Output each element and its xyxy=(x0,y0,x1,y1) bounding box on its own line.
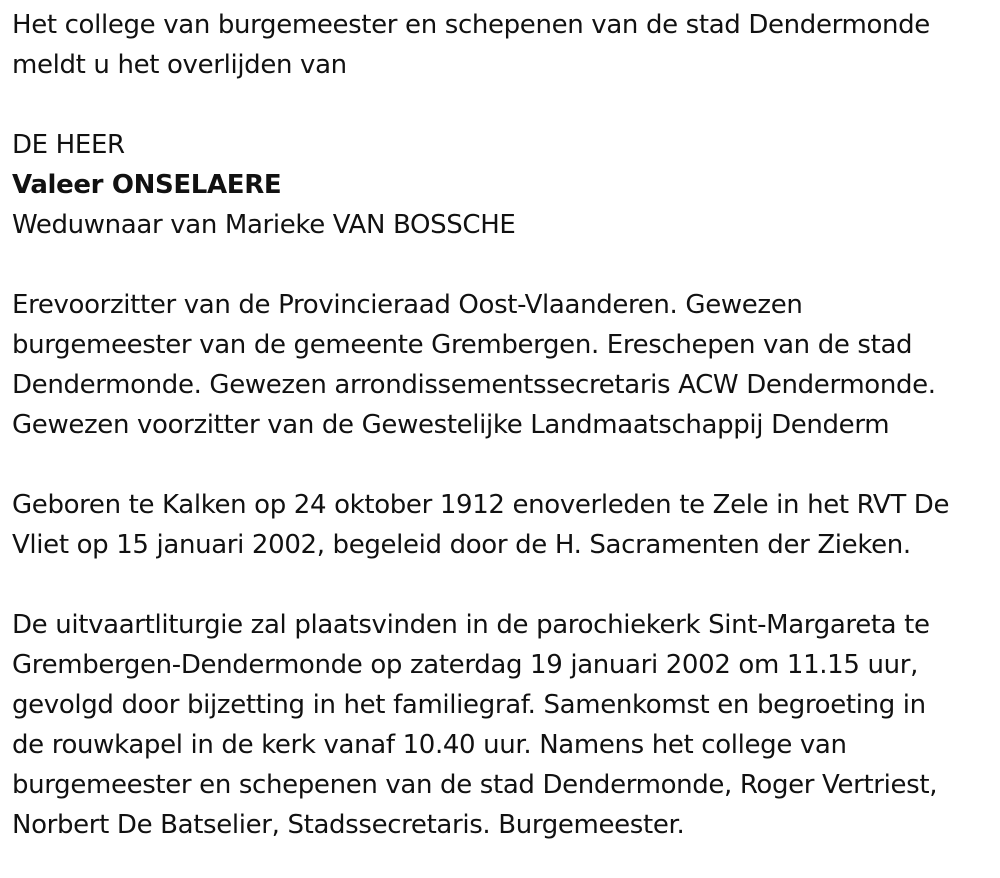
funeral-line: Grembergen-Dendermonde op zaterdag 19 januari 2002 om 11.15 uur, xyxy=(12,650,918,680)
paragraph-spacer xyxy=(12,445,1000,485)
funeral-line: Norbert De Batselier, Stadssecretaris. Burgemeester. xyxy=(12,810,685,840)
intro-paragraph xyxy=(12,5,1000,85)
paragraph-spacer xyxy=(12,245,1000,285)
functions-line: burgemeester van de gemeente Grembergen. Ereschepen van de stad xyxy=(12,330,913,360)
birth-death-line: Vliet op 15 januari 2002, begeleid door de H. Sacramenten der Zieken. xyxy=(12,530,911,560)
deceased-block xyxy=(12,125,1000,245)
funeral-paragraph xyxy=(12,605,1000,845)
paragraph-spacer xyxy=(12,565,1000,605)
functions-line: Gewezen voorzitter van de Gewestelijke Landmaatschappij Denderm xyxy=(12,410,890,440)
functions-line: Dendermonde. Gewezen arrondissementssecretaris ACW Dendermonde. xyxy=(12,370,936,400)
funeral-line: de rouwkapel in de kerk vanaf 10.40 uur. Namens het college van xyxy=(12,730,847,760)
deceased-relation: Weduwnaar van Marieke VAN BOSSCHE xyxy=(12,210,516,240)
intro-line: Het college van burgemeester en schepenen van de stad Dendermonde xyxy=(12,10,930,40)
funeral-line: gevolgd door bijzetting in het familiegraf. Samenkomst en begroeting in xyxy=(12,690,926,720)
birth-death-paragraph xyxy=(12,485,1000,565)
deceased-title: DE HEER xyxy=(12,130,125,160)
functions-paragraph xyxy=(12,285,1000,445)
funeral-line: burgemeester en schepenen van de stad Dendermonde, Roger Vertriest, xyxy=(12,770,938,800)
deceased-name: Valeer ONSELAERE xyxy=(12,170,282,200)
birth-death-line: Geboren te Kalken op 24 oktober 1912 enoverleden te Zele in het RVT De xyxy=(12,490,950,520)
paragraph-spacer xyxy=(12,85,1000,125)
functions-line: Erevoorzitter van de Provincieraad Oost-Vlaanderen. Gewezen xyxy=(12,290,803,320)
funeral-line: De uitvaartliturgie zal plaatsvinden in de parochiekerk Sint-Margareta te xyxy=(12,610,930,640)
intro-line: meldt u het overlijden van xyxy=(12,50,347,80)
